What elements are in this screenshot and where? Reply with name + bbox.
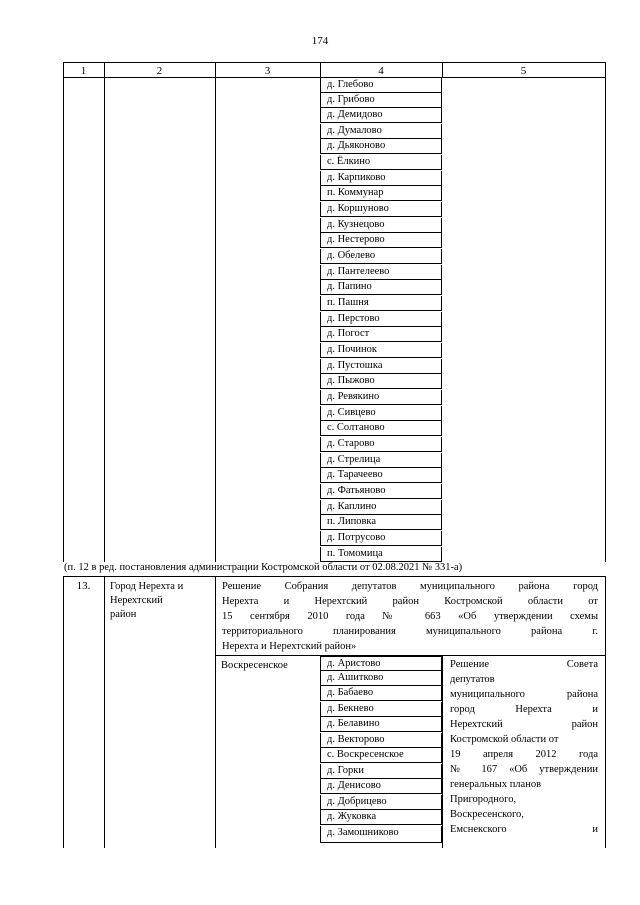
village-cell: д. Белавино <box>320 717 442 732</box>
village-cell: д. Потрусово <box>320 531 442 546</box>
plan-decision-line: Нерехтский район <box>450 719 598 730</box>
village-cell: д. Демидово <box>320 108 442 123</box>
village-cell: д. Думалово <box>320 124 442 139</box>
plan-decision-line: генеральных планов <box>450 779 542 790</box>
village-cell: д. Тарачеево <box>320 468 442 483</box>
village-cell: д. Карпиково <box>320 171 442 186</box>
district-name-line: Город Нерехта и <box>110 581 184 592</box>
table-top-border <box>63 62 605 63</box>
plan-decision-line: 19 апреля 2012 года <box>450 749 598 760</box>
header-col-1: 1 <box>80 65 87 77</box>
village-cell: д. Перстово <box>320 312 442 327</box>
village-cell: д. Глебово <box>320 78 442 93</box>
table-left-border-lower <box>63 576 64 848</box>
col-divider-1 <box>104 62 105 562</box>
village-cell: д. Денисово <box>320 779 442 794</box>
village-cell: с. Ёлкино <box>320 155 442 170</box>
col-divider-2-lower <box>215 576 216 848</box>
table-right-border-lower <box>605 576 606 848</box>
plan-decision-line: город Нерехта и <box>450 704 598 715</box>
village-cell: д. Кузнецово <box>320 218 442 233</box>
village-cell: д. Обелево <box>320 249 442 264</box>
village-cell: д. Ревякино <box>320 390 442 405</box>
decision-line: Нерехта и Нерехтский район Костромской области от <box>222 596 598 607</box>
village-cell: д. Старово <box>320 437 442 452</box>
village-cell: д. Пантелеево <box>320 265 442 280</box>
village-cell: д. Добрицево <box>320 795 442 810</box>
header-col-3: 3 <box>264 65 271 77</box>
village-cell: д. Папино <box>320 280 442 295</box>
village-cell: д. Коршуново <box>320 202 442 217</box>
village-cell: д. Бекнево <box>320 702 442 717</box>
village-cell: д. Пустошка <box>320 359 442 374</box>
col-divider-4-lower <box>442 655 443 848</box>
plan-decision-line: Пригородного, <box>450 794 517 805</box>
village-cell: д. Фатьяново <box>320 484 442 499</box>
village-cell: д. Горки <box>320 764 442 779</box>
header-col-5: 5 <box>520 65 527 77</box>
village-cell: д. Нестерово <box>320 233 442 248</box>
row-number: 13. <box>76 580 91 592</box>
village-cell: д. Ашитково <box>320 671 442 686</box>
village-cell: п. Томомица <box>320 547 442 562</box>
plan-decision-line: депутатов <box>450 674 495 685</box>
village-cell: д. Грибово <box>320 93 442 108</box>
plan-decision-line: Емснекского и <box>450 824 598 835</box>
village-cell: п. Коммунар <box>320 186 442 201</box>
header-col-2: 2 <box>156 65 163 77</box>
table-left-border <box>63 77 64 562</box>
decision-line: Решение Собрания депутатов муниципального района город <box>222 581 598 592</box>
village-cell: д. Стрелица <box>320 453 442 468</box>
col-divider-1-lower <box>104 576 105 848</box>
village-cell: д. Замошниково <box>320 826 442 843</box>
village-cell: с. Солтаново <box>320 421 442 436</box>
village-cell: д. Каплино <box>320 500 442 515</box>
village-cell: д. Жуковка <box>320 810 442 825</box>
row-separator <box>63 576 605 577</box>
plan-decision-line: муниципального района <box>450 689 598 700</box>
decision-line: 15 сентября 2010 года № 663 «Об утверждении схемы <box>222 611 598 622</box>
village-cell: д. Векторово <box>320 733 442 748</box>
district-name-line: район <box>110 609 137 620</box>
plan-decision-line: № 167 «Об утверждении <box>450 764 598 775</box>
table-right-border <box>605 62 606 562</box>
village-cell: д. Пыжово <box>320 374 442 389</box>
plan-decision-line: Воскресенского, <box>450 809 524 820</box>
page-number: 174 <box>311 35 329 47</box>
village-cell: п. Липовка <box>320 515 442 530</box>
plan-decision-line: Решение Совета <box>450 659 598 670</box>
village-cell: д. Дьяконово <box>320 139 442 154</box>
village-cell: д. Бабаево <box>320 686 442 701</box>
decision-line: Нерехта и Нерехтский район» <box>222 641 357 652</box>
village-cell: д. Аристово <box>320 656 442 671</box>
village-cell: д. Погост <box>320 327 442 342</box>
village-cell: д. Починок <box>320 343 442 358</box>
village-cell: д. Сивцево <box>320 406 442 421</box>
plan-decision-line: Костромской области от <box>450 734 559 745</box>
decision-line: территориального планирования муниципального района г. <box>222 626 598 637</box>
col-divider-2 <box>215 62 216 562</box>
village-cell: с. Воскресенское <box>320 748 442 763</box>
amendment-note: (п. 12 в ред. постановления администрации Костромской области от 02.08.2021 № 331-а) <box>64 562 463 573</box>
village-cell: п. Пашня <box>320 296 442 311</box>
header-col-4: 4 <box>378 65 384 77</box>
district-name-line: Нерехтский <box>110 595 163 606</box>
settlement-name: Воскресенское <box>221 660 288 671</box>
